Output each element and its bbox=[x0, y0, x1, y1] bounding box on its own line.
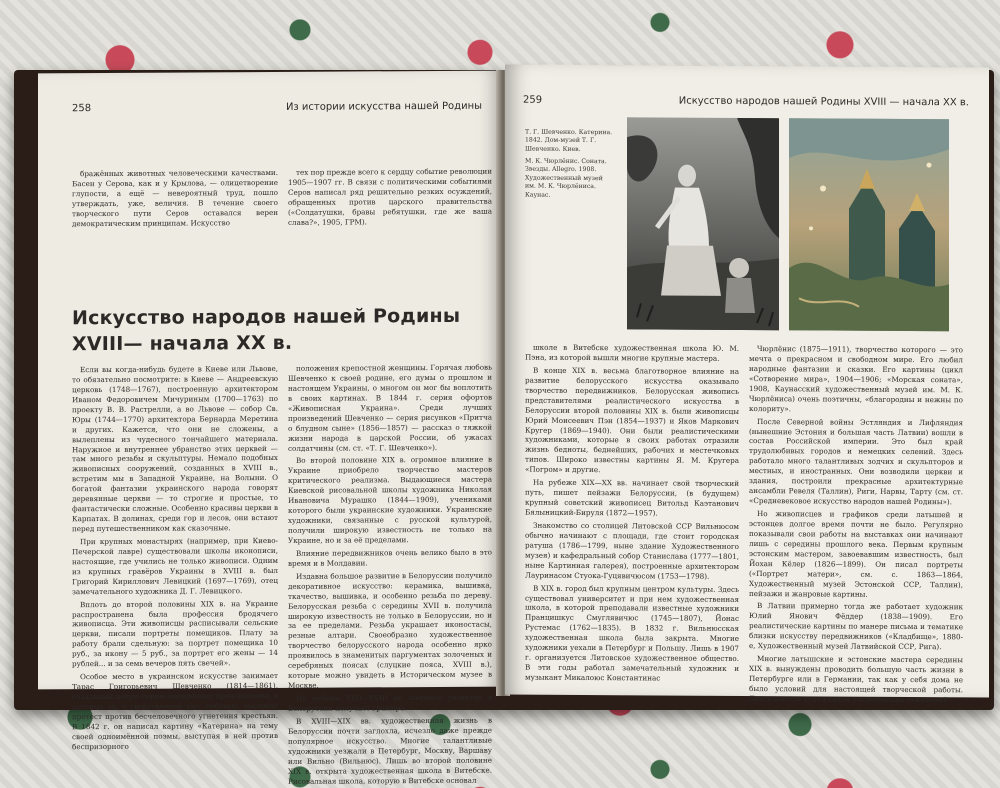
right-page bbox=[505, 65, 989, 705]
painting-sonata-image bbox=[789, 118, 949, 331]
paragraph: В XIX в. город был крупным центром культуры. Здесь существовал университет и при нем художественная школа, в которой преподавали известные художники Пранцишкус Смуглявичюс (1745—1807), Йонас Рустемас (1762—1835). В 1832 г. Вильнюсская художественная школа была закрыта. Многие художники уехали в Петербург и Польшу. Лишь в 1907 г. организуется Литовское художественное общество. В эти годы работал замечательный художник и музыкант Микалоюс Константинас bbox=[525, 583, 739, 683]
paragraph: Влияние передвижников очень велико было в это время и в Молдавии. bbox=[288, 547, 492, 568]
painting-katerina bbox=[627, 117, 779, 330]
paragraph: Во второй половине XIX в. огромное влияние в Украине приобрело творчество мастеров критического реализма. Выдающиеся мастера Киевской рисовальной школы художника Николая Ивановича Мурашко (1844—1909), учениками которого были украинские художники. Украинские художники, связанные с русской культурой, получили широкую известность не только на Украине, но и за её пределами. bbox=[288, 455, 492, 545]
paragraph: Вплоть до второй половины XIX в. на Украине распространена была профессия бродячего живописца. Эти живописцы расписывали сельские церкви, писали портреты помещиков. Плату за работу брали сдельную: за портрет помещика 10 руб., за икону — 5 руб., за портрет его жены — 14 рублей... и за семь вечеров пять свечей». bbox=[72, 598, 278, 669]
paragraph: При крупных монастырях (например, при Киево-Печерской лавре) существовали школы иконописи, настоящие, где учились не только живописи. Одним из крупных гравёров Украины в XVIII в. был Григорий Кириллович Левицкий (1697—1769), отец замечательного художника Д. Г. Левицкого. bbox=[72, 535, 278, 596]
left-page bbox=[38, 71, 500, 786]
paragraph: Многие латышские и эстонские мастера середины XIX в. вынуждены проводить большую часть жизни в Петербурге или в Германии, так как у себя дома не было условий для настоящей творческой работы. Деятельность художников последующих поколений bbox=[749, 654, 963, 705]
right-column-1 bbox=[525, 343, 739, 684]
caption-ciurlionis: М. К. Чюрлёнис. Соната. Звезды. Allegro. 1908. Художественный музей им. М. К. Чюрлёниса. Каунас. bbox=[525, 157, 607, 199]
left-running-header bbox=[72, 101, 482, 115]
paragraph: бражённых животных человеческими качествами. Басен у Серова, как и у Крылова, — олицетворение глупости, а ещё — невероятный труд, пошло утверждать, уже, величия. В течение своего творческого пути Серов оставался верен демократическим принципам. Искусство bbox=[72, 167, 278, 228]
paragraph: Чюрлёнис (1875—1911), творчество которого — это мечта о прекрасном и свободном мире. Его любил народные фантазии и сказки. Его картины (цикл «Сотворение мира», 1904—1906; «Морская соната», 1908, Каунасский художественный музей им. М. К. Чюрлёниса) очень поэтичны, «благородны и нежны по колориту». bbox=[749, 344, 963, 413]
right-column-2 bbox=[749, 344, 963, 705]
paragraph: тех пор прежде всего к сердцу событие революции 1905—1907 гг. В связи с политическими событиями Серов написал ряд решительно резких осуждений, обращенных против царского правительства («Солдатушки, бравы ребятушки, где же ваша слава?», 1905, ГРМ). bbox=[288, 166, 492, 227]
paragraph: Издавна большое развитие в Белоруссии получило декоративное искусство: керамика, вышивка, ткачество, вышивка, и особенно резьба по дереву. Белорусская резьба с середины XVII в. получила широкую известность не только в Белоруссии, но и за ее пределами. Резьба украшает иконостасы, резные алтари. Своеобразно художественное творчество белорусского народа особенно ярко проявилось в знаменитых паргументах золоченых и серебряных поясах (слуцкие пояса, XVIII в.), которые можно увидеть в Историческом музее в Москве. bbox=[288, 570, 492, 690]
right-page-number: 259 bbox=[523, 94, 543, 106]
left-top-column-2 bbox=[288, 167, 492, 290]
paragraph: В конце XIX в. весьма благотворное влияние на развитие белорусского искусства оказывало творчество передвижников. Белорусская живопись представителями реалистического искусства в Белоруссии второй половины XIX в. были живописцы Юрий Моисеевич Пэн (1854—1937) и Яков Маркович Кругер (1869—1940). Они были реалистическими художниками, которые в своих работах отразили жизнь бедноты, беднейших, рабочих и местечковых типов. Широко известны картины Я. М. Кругера «Погром» и другие. bbox=[525, 365, 739, 475]
left-page-number: 258 bbox=[72, 103, 92, 115]
painting-sonata bbox=[789, 118, 949, 331]
chapter-title: Искусство народов нашей Родины XVIII— начала XX в. bbox=[72, 304, 461, 356]
left-column-2 bbox=[288, 362, 492, 786]
paragraph: На рубеже XVII—XVIII вв. широкое развитие в Белоруссии получает гравюра. bbox=[288, 692, 492, 713]
paragraph: Особое место в украинском искусстве занимает Тарас Григорьевич Шевченко (1814—1861), создавший целую серию интересных произведений, в которых он, с свойственной ему любовью, выражал протест против бесчеловечного угнетения крестьян. В 1842 г. он написал картину «Катерина» на тему своей одноимённой поэмы, выступая в ней против беспризорного bbox=[72, 671, 278, 751]
caption-shevchenko: Т. Г. Шевченко. Катерина. 1842. Дом-музей Т. Г. Шевченко. Киев. bbox=[525, 128, 613, 153]
painting-katerina-image bbox=[627, 117, 779, 330]
paragraph: Но живописцев и графиков среди латышей и эстонцев долгое время почти не было. Регулярно показывали свои работы на выставках они начинают лишь с середины прошлого века. Первым крупным эстонским мастером, завоевавшим известность, был Йохан Кёлер (1826—1899). Он писал портреты («Портрет матери», см. с. 1863—1864, Художественный музей Эстонской ССР, Таллин), пейзажи и жанровые картины. bbox=[749, 509, 963, 599]
paragraph: После Северной войны Эстляндия и Лифляндия (нынешние Эстония и большая часть Латвии) вошли в состав Российской империи. Это был край трудолюбивых городов и немецких селений. Здесь работало много талантливых зодчих и скульпторов и местных, и иностранных. Они возводили церкви и здания, построили прекрасные архитектурные ансамбли Ревеля (Таллин), Риги, Нарвы, Тарту (см. ст. «Средневековое искусство народов нашей Родины»). bbox=[749, 416, 963, 507]
left-column-1 bbox=[72, 363, 278, 751]
paragraph: В Латвии примерно тогда же работает художник Юлий Янович Фёддер (1838—1909). Его реалистические картины по манере письма и тематике близки искусству передвижников («Кладбище», 1880-е, Художественный музей Латвийской ССР, Рига). bbox=[749, 601, 963, 652]
paragraph: Знакомство со столицей Литовской ССР Вильнюсом обычно начинают с площади, где стоит городская ратуша (1786—1799, ныне здание Художественного музея) и кафедральный собор Станислава (1777—1801, ныне Картинная галерея), построенные архитектором Лауринасом Стуока-Гуцявичюсом (1753—1798). bbox=[525, 520, 739, 581]
left-running-head: Из истории искусства нашей Родины bbox=[285, 100, 482, 113]
paragraph: На рубеже XIX—XX вв. начинает свой творческий путь, пишет пейзажи Белоруссии, (в будущем) крупный советский живописец Витольд Каэтанович Бялыницкий-Бируля (1872—1957). bbox=[525, 477, 739, 518]
right-running-header bbox=[523, 95, 969, 109]
paragraph: Если вы когда-нибудь будете в Киеве или Львове, то обязательно посмотрите: в Киеве — Андреевскую церковь (1748—1767), построенную архитектором Иваном Федоровичем Мичуриным (1700—1763) по проекту В. В. Растрелли, а во Львове — собор Св. Юры (1744—1770) архитектора Бернарда Меретина и других. Кажется, что они не сложены, а вылеплены из чудесного тончайшего материала. Наружное и внутреннее убранство этих церквей — там много резьбы и скульптуры. Немало подобных живописных сооружений, созданных в XVIII в., встретим мы в Западной Украине, на Волыни. О богатой фантазии украинского народа говорят деревянные церкви — то строгие и простые, то фантастически сложные. Особенно красивы церкви в Карпатах. В долинах, среди гор и лесов, они встают перед путешественником как сказочные. bbox=[72, 363, 278, 534]
paragraph: В XVIII—XIX вв. художественная жизнь в Белоруссии почти заглохла, исчезло даже прежде популярное искусство. Многие талантливые художники уезжали в Петербург, Москву, Варшаву или Вильно (Вильнюс). Лишь во второй половине XIX в. открыта художественная школа в Витебске. Рисовальная школа, которую в Витебске основал bbox=[288, 715, 492, 786]
illustration-captions bbox=[525, 129, 615, 260]
left-top-column-1 bbox=[72, 168, 278, 291]
paragraph: положения крепостной женщины. Горячая любовь Шевченко к своей родине, его думы о прошлом и настоящем Украины, о многом он мог бы воплотить в своих картинах. В 1844 г. серия офортов «Живописная Украина». Среди лучших произведений Шевченко — серия рисунков «Притча о блудном сыне» (1856—1857) — рассказ о тяжкой жизни народа в царской России, об ужасах солдатчины (см. ст. «Т. Г. Шевченко»). bbox=[288, 362, 492, 453]
paragraph: школе в Витебске художественная школа Ю. М. Пэна, из которой вышли многие крупные мастера. bbox=[525, 342, 739, 363]
right-running-head: Искусство народов нашей Родины XVIII — начала XX в. bbox=[678, 95, 969, 109]
